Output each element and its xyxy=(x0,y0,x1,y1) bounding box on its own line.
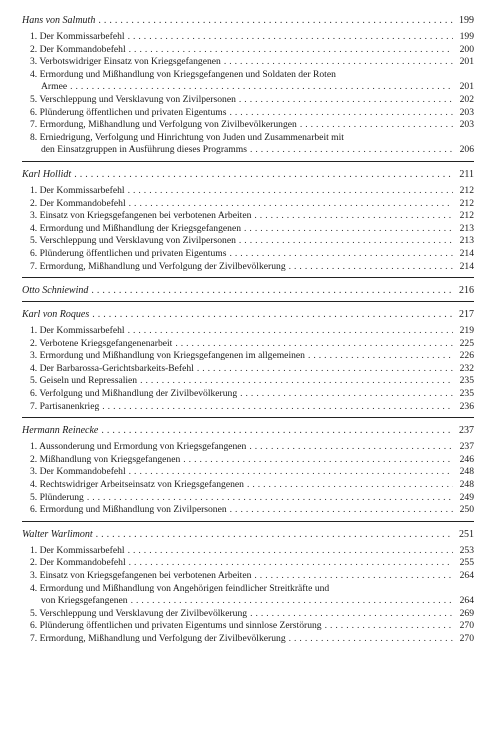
entry-title: 6. Ermordung und Mißhandlung von Zivilpersonen xyxy=(30,504,227,516)
toc-section xyxy=(22,284,474,302)
leader-dots xyxy=(308,350,453,363)
toc-entry xyxy=(22,492,474,505)
section-name: Hans von Salmuth xyxy=(22,15,96,26)
entry-title: 1. Der Kommissarbefehl xyxy=(30,31,125,42)
toc-entry xyxy=(22,583,474,608)
leader-dots xyxy=(239,235,453,248)
section-divider xyxy=(22,301,474,302)
toc-entry xyxy=(22,31,474,44)
leader-dots xyxy=(197,363,453,376)
leader-dots xyxy=(96,528,453,541)
entry-title: 4. Der Barbarossa-Gerichtsbarkeits-Befehl xyxy=(30,362,194,374)
leader-dots xyxy=(325,620,453,633)
leader-dots xyxy=(247,479,453,492)
section-name: Karl von Roques xyxy=(22,309,90,321)
entry-title-line-1: 8. Erniedrigung, Verfolgung und Hinrichtung von Juden und Zusammenarbeit mit xyxy=(30,131,344,143)
entry-page-number: 219 xyxy=(459,325,474,337)
entry-title: 7. Ermordung, Mißhandlung und Verfolgung der Zivilbevölkerung xyxy=(30,260,286,272)
entry-page-number: 201 xyxy=(459,81,474,93)
entry-title: 1. Aussonderung und Ermordung von Kriegsgefangenen xyxy=(30,441,247,453)
toc-entry xyxy=(22,608,474,621)
leader-dots xyxy=(129,557,453,570)
entry-page-number: 225 xyxy=(459,337,474,349)
entry-page-number: 200 xyxy=(459,43,474,55)
section-divider xyxy=(22,161,474,162)
toc-entry xyxy=(22,620,474,633)
entry-page-number: 248 xyxy=(459,466,474,478)
entry-page-number: 235 xyxy=(459,388,474,400)
toc-entry xyxy=(22,504,474,517)
leader-dots xyxy=(128,185,453,198)
entry-page-number: 237 xyxy=(459,441,474,453)
entry-page-number: 203 xyxy=(459,106,474,118)
entry-title: 2. Der Kommandobefehl xyxy=(30,43,126,55)
entry-title: 5. Verschleppung und Versklavung von Zivilpersonen xyxy=(30,93,236,105)
entry-page-number: 269 xyxy=(459,607,474,619)
leader-dots xyxy=(300,119,453,132)
leader-dots xyxy=(92,308,453,321)
leader-dots xyxy=(289,261,453,274)
toc-entry xyxy=(22,69,474,94)
entry-title: 2. Der Kommandobefehl xyxy=(30,197,126,209)
entry-page-number: 202 xyxy=(459,93,474,105)
entry-page-number: 235 xyxy=(459,375,474,387)
leader-dots xyxy=(129,198,453,211)
leader-dots xyxy=(129,44,453,57)
toc-entry xyxy=(22,338,474,351)
entry-title: 6. Plünderung öffentlichen und privaten Eigentums xyxy=(30,106,227,118)
toc-entry xyxy=(22,363,474,376)
entry-page-number: 214 xyxy=(459,247,474,259)
entry-title: 2. Verbotene Kriegsgefangenenarbeit xyxy=(30,337,173,349)
section-heading xyxy=(22,284,474,297)
entry-page-number: 212 xyxy=(459,197,474,209)
leader-dots xyxy=(229,107,453,120)
toc-section xyxy=(22,528,474,646)
entry-page-number: 206 xyxy=(459,144,474,156)
section-name: Otto Schniewind xyxy=(22,285,89,297)
leader-dots xyxy=(74,168,453,181)
leader-dots xyxy=(128,325,453,338)
entry-page-number: 226 xyxy=(459,350,474,362)
toc-entry xyxy=(22,119,474,132)
toc-entry xyxy=(22,633,474,646)
entry-title: 2. Mißhandlung von Kriegsgefangenen xyxy=(30,453,181,465)
entry-page-number: 212 xyxy=(459,210,474,222)
section-divider xyxy=(22,417,474,418)
entry-title: 2. Der Kommandobefehl xyxy=(30,557,126,569)
section-divider xyxy=(22,521,474,522)
entry-title-line-1: 4. Ermordung und Mißhandlung von Kriegsgefangenen und Soldaten der Roten xyxy=(30,68,336,80)
leader-dots xyxy=(244,223,453,236)
leader-dots xyxy=(240,388,453,401)
section-page-number: 199 xyxy=(459,15,474,26)
section-heading xyxy=(22,424,474,437)
entry-title: 3. Ermordung und Mißhandlung von Kriegsgefangenen im allgemeinen xyxy=(30,350,305,362)
entry-page-number: 249 xyxy=(459,491,474,503)
section-page-number: 237 xyxy=(459,425,474,437)
section-page-number: 251 xyxy=(459,528,474,540)
entry-page-number: 214 xyxy=(459,260,474,272)
entry-title: 5. Verschleppung und Versklavung von Zivilpersonen xyxy=(30,235,236,247)
entry-title-line-2: den Einsatzgruppen in Ausführung dieses Programms xyxy=(41,144,247,156)
leader-dots xyxy=(254,210,453,223)
toc-entry xyxy=(22,350,474,363)
section-page-number: 211 xyxy=(459,168,474,180)
toc-entry xyxy=(22,401,474,414)
entry-title: 1. Der Kommissarbefehl xyxy=(30,325,125,337)
entry-page-number: 236 xyxy=(459,400,474,412)
leader-dots xyxy=(131,595,453,608)
entry-page-number: 255 xyxy=(459,557,474,569)
leader-dots xyxy=(98,14,453,27)
leader-dots xyxy=(289,633,453,646)
entry-page-number: 232 xyxy=(459,362,474,374)
leader-dots xyxy=(102,401,453,414)
toc-entry xyxy=(22,325,474,338)
section-divider xyxy=(22,277,474,278)
toc-entry xyxy=(22,479,474,492)
entry-title: 7. Ermordung, Mißhandlung und Verfolgung von Zivilbevölkerungen xyxy=(30,119,297,131)
section-heading xyxy=(22,528,474,541)
leader-dots xyxy=(250,144,453,157)
entry-title-line-2: von Kriegsgefangenen xyxy=(41,595,128,607)
entry-title: 3. Verbotswidriger Einsatz von Kriegsgefangenen xyxy=(30,56,221,68)
entry-page-number: 270 xyxy=(459,632,474,644)
toc-entry xyxy=(22,56,474,69)
leader-dots xyxy=(254,570,453,583)
toc-entry xyxy=(22,44,474,57)
toc-entry xyxy=(22,545,474,558)
entry-page-number: 253 xyxy=(459,544,474,556)
leader-dots xyxy=(87,492,453,505)
section-page-number: 216 xyxy=(459,285,474,297)
entry-page-number: 248 xyxy=(459,479,474,491)
leader-dots xyxy=(250,608,453,621)
entry-title: 3. Einsatz von Kriegsgefangenen bei verbotenen Arbeiten xyxy=(30,570,252,581)
leader-dots xyxy=(183,454,453,467)
entry-title-line-1: 4. Ermordung und Mißhandlung von Angehörigen feindlicher Streitkräfte und xyxy=(30,582,330,594)
leader-dots xyxy=(129,466,453,479)
leader-dots xyxy=(140,375,453,388)
entry-page-number: 212 xyxy=(459,184,474,196)
toc-entry xyxy=(22,454,474,467)
leader-dots xyxy=(91,284,453,297)
entry-page-number: 203 xyxy=(459,119,474,131)
entry-title: 4. Ermordung und Mißhandlung der Kriegsgefangenen xyxy=(30,222,242,234)
toc-entry xyxy=(22,248,474,261)
section-name: Hermann Reinecke xyxy=(22,425,99,437)
entry-title: 3. Einsatz von Kriegsgefangenen bei verbotenen Arbeiten xyxy=(30,210,252,222)
entry-title: 4. Rechtswidriger Arbeitseinsatz von Kriegsgefangenen xyxy=(30,479,244,491)
toc-entry xyxy=(22,388,474,401)
toc-entry xyxy=(22,94,474,107)
section-name: Karl Hollidt xyxy=(22,168,72,180)
toc-entry xyxy=(22,223,474,236)
entry-title: 6. Plünderung öffentlichen und privaten Eigentums xyxy=(30,247,227,259)
section-page-number: 217 xyxy=(459,309,474,321)
entry-title: 1. Der Kommissarbefehl xyxy=(30,184,125,196)
toc-section xyxy=(22,14,474,162)
entry-title: 7. Partisanenkrieg xyxy=(30,400,100,412)
entry-title: 1. Der Kommissarbefehl xyxy=(30,544,125,556)
section-heading xyxy=(22,14,474,27)
section-name: Walter Warlimont xyxy=(22,528,93,540)
leader-dots xyxy=(224,56,453,69)
toc-entry xyxy=(22,235,474,248)
entry-title: 6. Plünderung öffentlichen und privaten Eigentums und sinnlose Zerstörung xyxy=(30,620,322,632)
toc-entry xyxy=(22,441,474,454)
leader-dots xyxy=(128,31,453,44)
toc-entry xyxy=(22,185,474,198)
entry-page-number: 250 xyxy=(459,504,474,516)
entry-title: 5. Verschleppung und Versklavung der Zivilbevölkerung xyxy=(30,607,248,619)
entry-title: 6. Verfolgung und Mißhandlung der Zivilbevölkerung xyxy=(30,388,238,400)
entry-title: 5. Plünderung xyxy=(30,491,84,503)
entry-title: 5. Geiseln und Repressalien xyxy=(30,375,138,387)
toc-entry xyxy=(22,570,474,583)
leader-dots xyxy=(101,424,453,437)
section-heading xyxy=(22,168,474,181)
leader-dots xyxy=(128,545,453,558)
entry-title: 7. Ermordung, Mißhandlung und Verfolgung der Zivilbevölkerung xyxy=(30,632,286,644)
toc-entry xyxy=(22,466,474,479)
table-of-contents xyxy=(22,14,474,646)
entry-title: 3. Der Kommandobefehl xyxy=(30,466,126,478)
section-heading xyxy=(22,308,474,321)
entry-page-number: 264 xyxy=(459,570,474,581)
toc-entry xyxy=(22,107,474,120)
toc-section xyxy=(22,168,474,278)
toc-entry xyxy=(22,198,474,211)
entry-title-line-2: Armee xyxy=(41,81,68,93)
entry-page-number: 264 xyxy=(459,595,474,607)
toc-entry xyxy=(22,261,474,274)
leader-dots xyxy=(249,441,453,454)
toc-entry xyxy=(22,132,474,157)
entry-page-number: 199 xyxy=(459,31,474,42)
entry-page-number: 201 xyxy=(459,56,474,68)
entry-page-number: 213 xyxy=(459,235,474,247)
leader-dots xyxy=(175,338,453,351)
toc-section xyxy=(22,308,474,418)
entry-page-number: 246 xyxy=(459,453,474,465)
toc-section xyxy=(22,424,474,522)
toc-entry xyxy=(22,375,474,388)
leader-dots xyxy=(70,81,453,94)
toc-entry xyxy=(22,210,474,223)
toc-entry xyxy=(22,557,474,570)
entry-page-number: 213 xyxy=(459,222,474,234)
leader-dots xyxy=(239,94,453,107)
entry-page-number: 270 xyxy=(459,620,474,632)
leader-dots xyxy=(230,504,453,517)
leader-dots xyxy=(229,248,453,261)
